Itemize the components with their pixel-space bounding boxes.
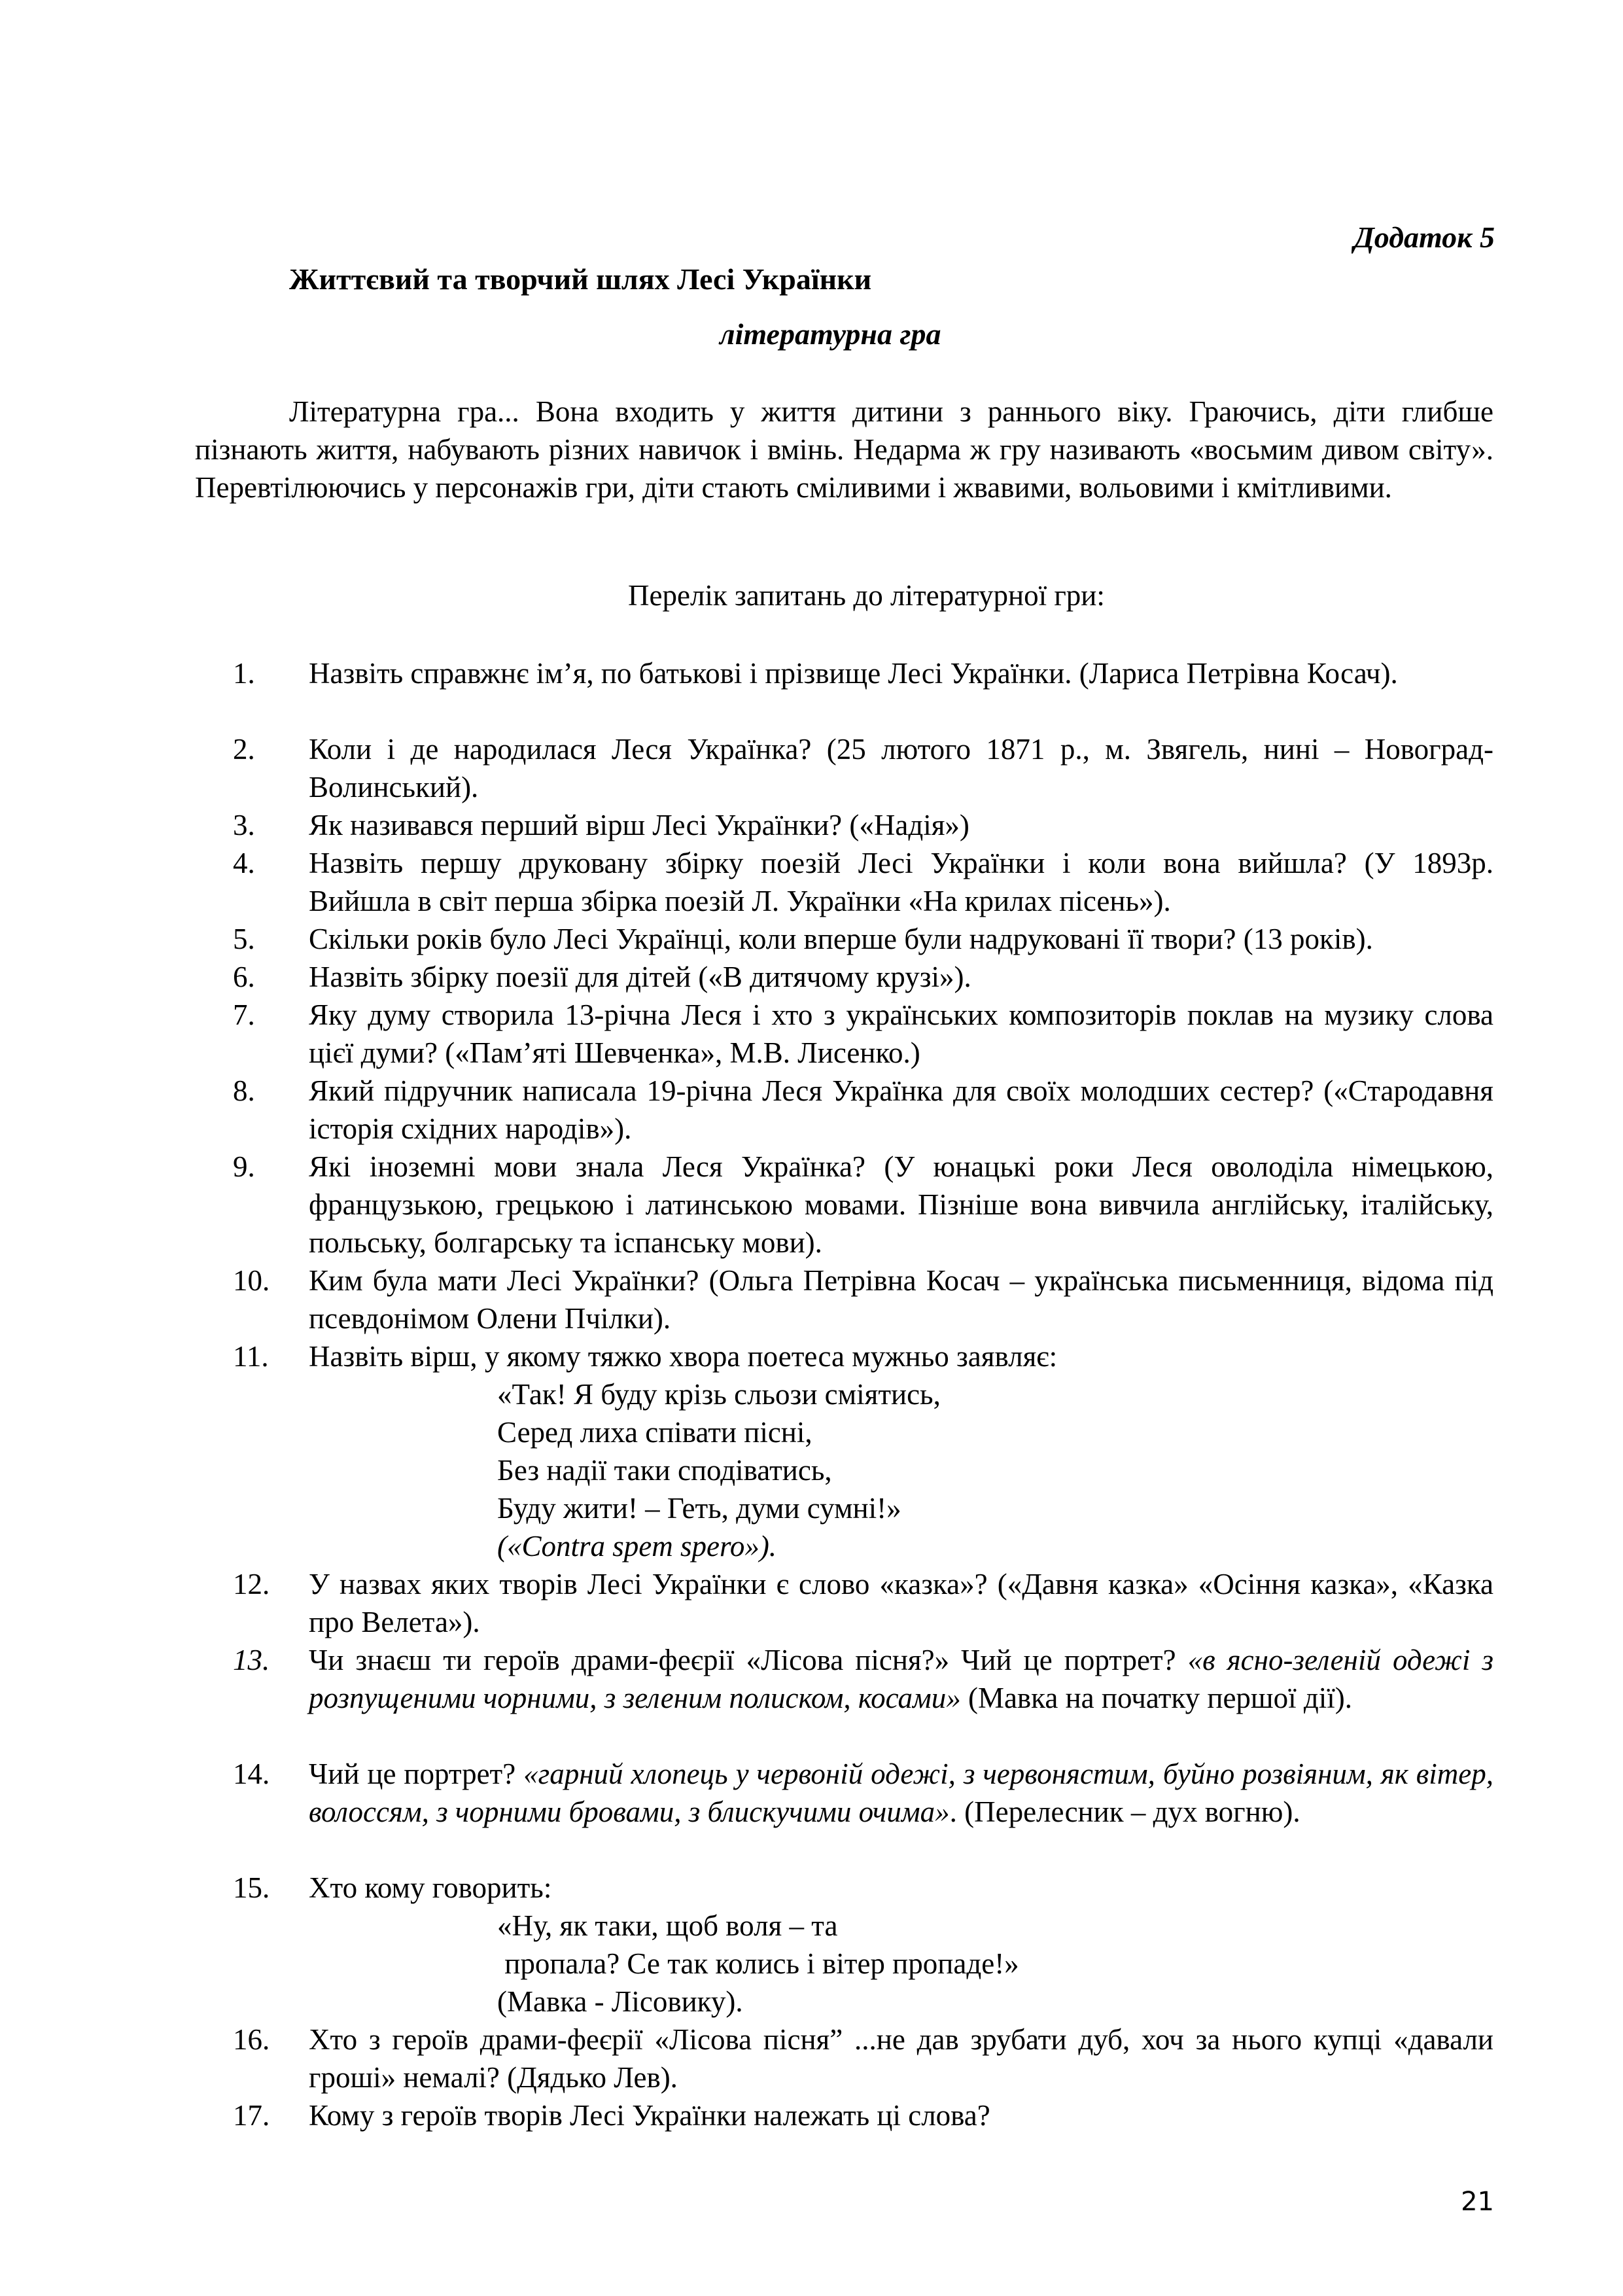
item-number: 9.: [233, 1150, 255, 1183]
item-number: 7.: [233, 998, 255, 1031]
verse-line: пропала? Се так колись і вітер пропаде!»: [497, 1947, 1019, 1980]
item-number: 16.: [233, 2023, 270, 2056]
item-text: Хто з героїв драми-феєрії «Лісова пісня” ...не дав зрубати дуб, хоч за нього купці «давали гроші» немалі? (Дядько Лев).: [309, 2023, 1493, 2094]
intro-paragraph: [195, 393, 1493, 506]
item-number: 12.: [233, 1568, 270, 1600]
page-number: 21: [1461, 2187, 1494, 2217]
item-text: [309, 1755, 1493, 1831]
item-number: 17.: [233, 2099, 270, 2132]
item-question: Чий це портрет?: [309, 1757, 516, 1790]
list-item: [233, 1148, 1493, 1262]
portrait-quote: «гарний хлопець у червоній одежі, з червонястим, буйно розвіяним, як вітер, волоссям, з чорними бровами, з блискучими очима»: [309, 1757, 1494, 1828]
item-line: Назвіть першу друковану збірку поезій Лесі Українки і коли вона вийшла? (У 1893р.: [309, 847, 1493, 879]
document-subtitle: літературна гра: [720, 317, 941, 351]
list-item: [233, 2021, 1493, 2096]
list-item: [233, 1072, 1493, 1148]
item-text: [309, 1641, 1493, 1717]
item-number: 1.: [233, 657, 255, 690]
verse-line: Буду жити! – Геть, думи сумні!»: [497, 1492, 901, 1525]
item-text: Хто кому говорить:: [309, 1871, 552, 1904]
list-item: [233, 958, 1493, 996]
verse-line: «Ну, як таки, щоб воля – та: [497, 1909, 838, 1942]
item-answer: (Мавка на початку першої дії).: [968, 1682, 1352, 1714]
item-number: 2.: [233, 733, 255, 766]
list-item: [233, 730, 1493, 806]
item-number: 14.: [233, 1757, 270, 1790]
document-title: Життєвий та творчий шлях Лесі Українки: [289, 262, 872, 296]
list-item: [233, 844, 1493, 920]
item-number: 3.: [233, 809, 255, 841]
portrait-quote: «в ясно-зеленій одежі з розпущеними чорними, з зеленим полиском, косами»: [309, 1644, 1493, 1714]
item-number: 10.: [233, 1264, 270, 1297]
item-text: У назвах яких творів Лесі Українки є слово «казка»? («Давня казка» «Осіння казка», «Казка про Велета»).: [309, 1568, 1493, 1638]
item-question: Чи знаєш ти героїв драми-феєрії «Лісова пісня?» Чий це портрет?: [309, 1644, 1176, 1676]
item-text: Яку думу створила 13-річна Леся і хто з українських композиторів поклав на музику слова цієї думи? («Пам’яті Шевченка», М.В. Лисенко.): [309, 998, 1493, 1069]
item-number: 5.: [233, 923, 255, 955]
list-item: [233, 1755, 1493, 1831]
item-text: [309, 844, 1493, 920]
item-text: Кому з героїв творів Лесі Українки належать ці слова?: [309, 2099, 990, 2132]
list-item: [233, 806, 1493, 844]
item-number: 13.: [233, 1644, 270, 1676]
item-text: Коли і де народилася Леся Українка? (25 лютого 1871 р., м. Звягель, нині – Новоград-Волинський).: [309, 733, 1493, 804]
list-item: [233, 920, 1493, 958]
item-answer: . (Перелесник – дух вогню).: [949, 1795, 1300, 1828]
item-text: Які іноземні мови знала Леся Українка? (У юнацькі роки Леся оволоділа німецькою, французькою, грецькою і латинською мовами. Пізніше вона вивчила англійську, італійську, польську, болгарську та іспанську мови).: [309, 1150, 1493, 1259]
verse-line: «Так! Я буду крізь сльози сміятись,: [497, 1378, 941, 1411]
item-text: Скільки років було Лесі Українці, коли вперше були надруковані її твори? (13 років).: [309, 923, 1373, 955]
list-heading: Перелік запитань до літературної гри:: [628, 579, 1105, 612]
item-text: Який підручник написала 19-річна Леся Українка для своїх молодших сестер? («Стародавня історія східних народів»).: [309, 1074, 1493, 1145]
item-number: 4.: [233, 847, 255, 879]
item-text: Назвіть справжнє ім’я, по батькові і прізвище Лесі Українки. (Лариса Петрівна Косач).: [309, 657, 1398, 690]
item-text: Назвіть збірку поезії для дітей («В дитячому крузі»).: [309, 961, 971, 993]
item-number: 11.: [233, 1340, 269, 1373]
addendum-label: Додаток 5: [1353, 221, 1495, 254]
verse-line: Без надії таки сподіватись,: [497, 1454, 832, 1487]
list-item: [233, 996, 1493, 1072]
list-item: [233, 1337, 1493, 1375]
verse-answer: (Мавка - Лісовику).: [497, 1985, 743, 2018]
list-item: [233, 2096, 1493, 2134]
item-number: 15.: [233, 1871, 270, 1904]
list-item: [233, 654, 1493, 692]
item-text: Ким була мати Лесі Українки? (Ольга Петрівна Косач – українська письменниця, відома під псевдонімом Олени Пчілки).: [309, 1264, 1493, 1335]
poem-title-answer: («Contra spem spero»).: [497, 1530, 777, 1563]
item-text: Назвіть вірш, у якому тяжко хвора поетеса мужньо заявляє:: [309, 1340, 1058, 1373]
list-item: [233, 1869, 1493, 1907]
list-item: [233, 1565, 1493, 1641]
item-line: Вийшла в світ перша збірка поезій Л. Українки «На крилах пісень»).: [309, 885, 1171, 917]
list-item: [233, 1641, 1493, 1717]
item-text: Як називався перший вірш Лесі Українки? («Надія»): [309, 809, 969, 841]
verse-line: Серед лиха співати пісні,: [497, 1416, 812, 1449]
intro-text: Літературна гра... Вона входить у життя дитини з раннього віку. Граючись, діти глибше пізнають життя, набувають різних навичок і вмінь. Недарма ж гру називають «восьмим дивом світу». Перевтілюючись у персонажів гри, діти стають сміливими і жвавими, вольовими і кмітливими.: [195, 395, 1493, 504]
item-number: 8.: [233, 1074, 255, 1107]
list-item: [233, 1262, 1493, 1337]
item-number: 6.: [233, 961, 255, 993]
